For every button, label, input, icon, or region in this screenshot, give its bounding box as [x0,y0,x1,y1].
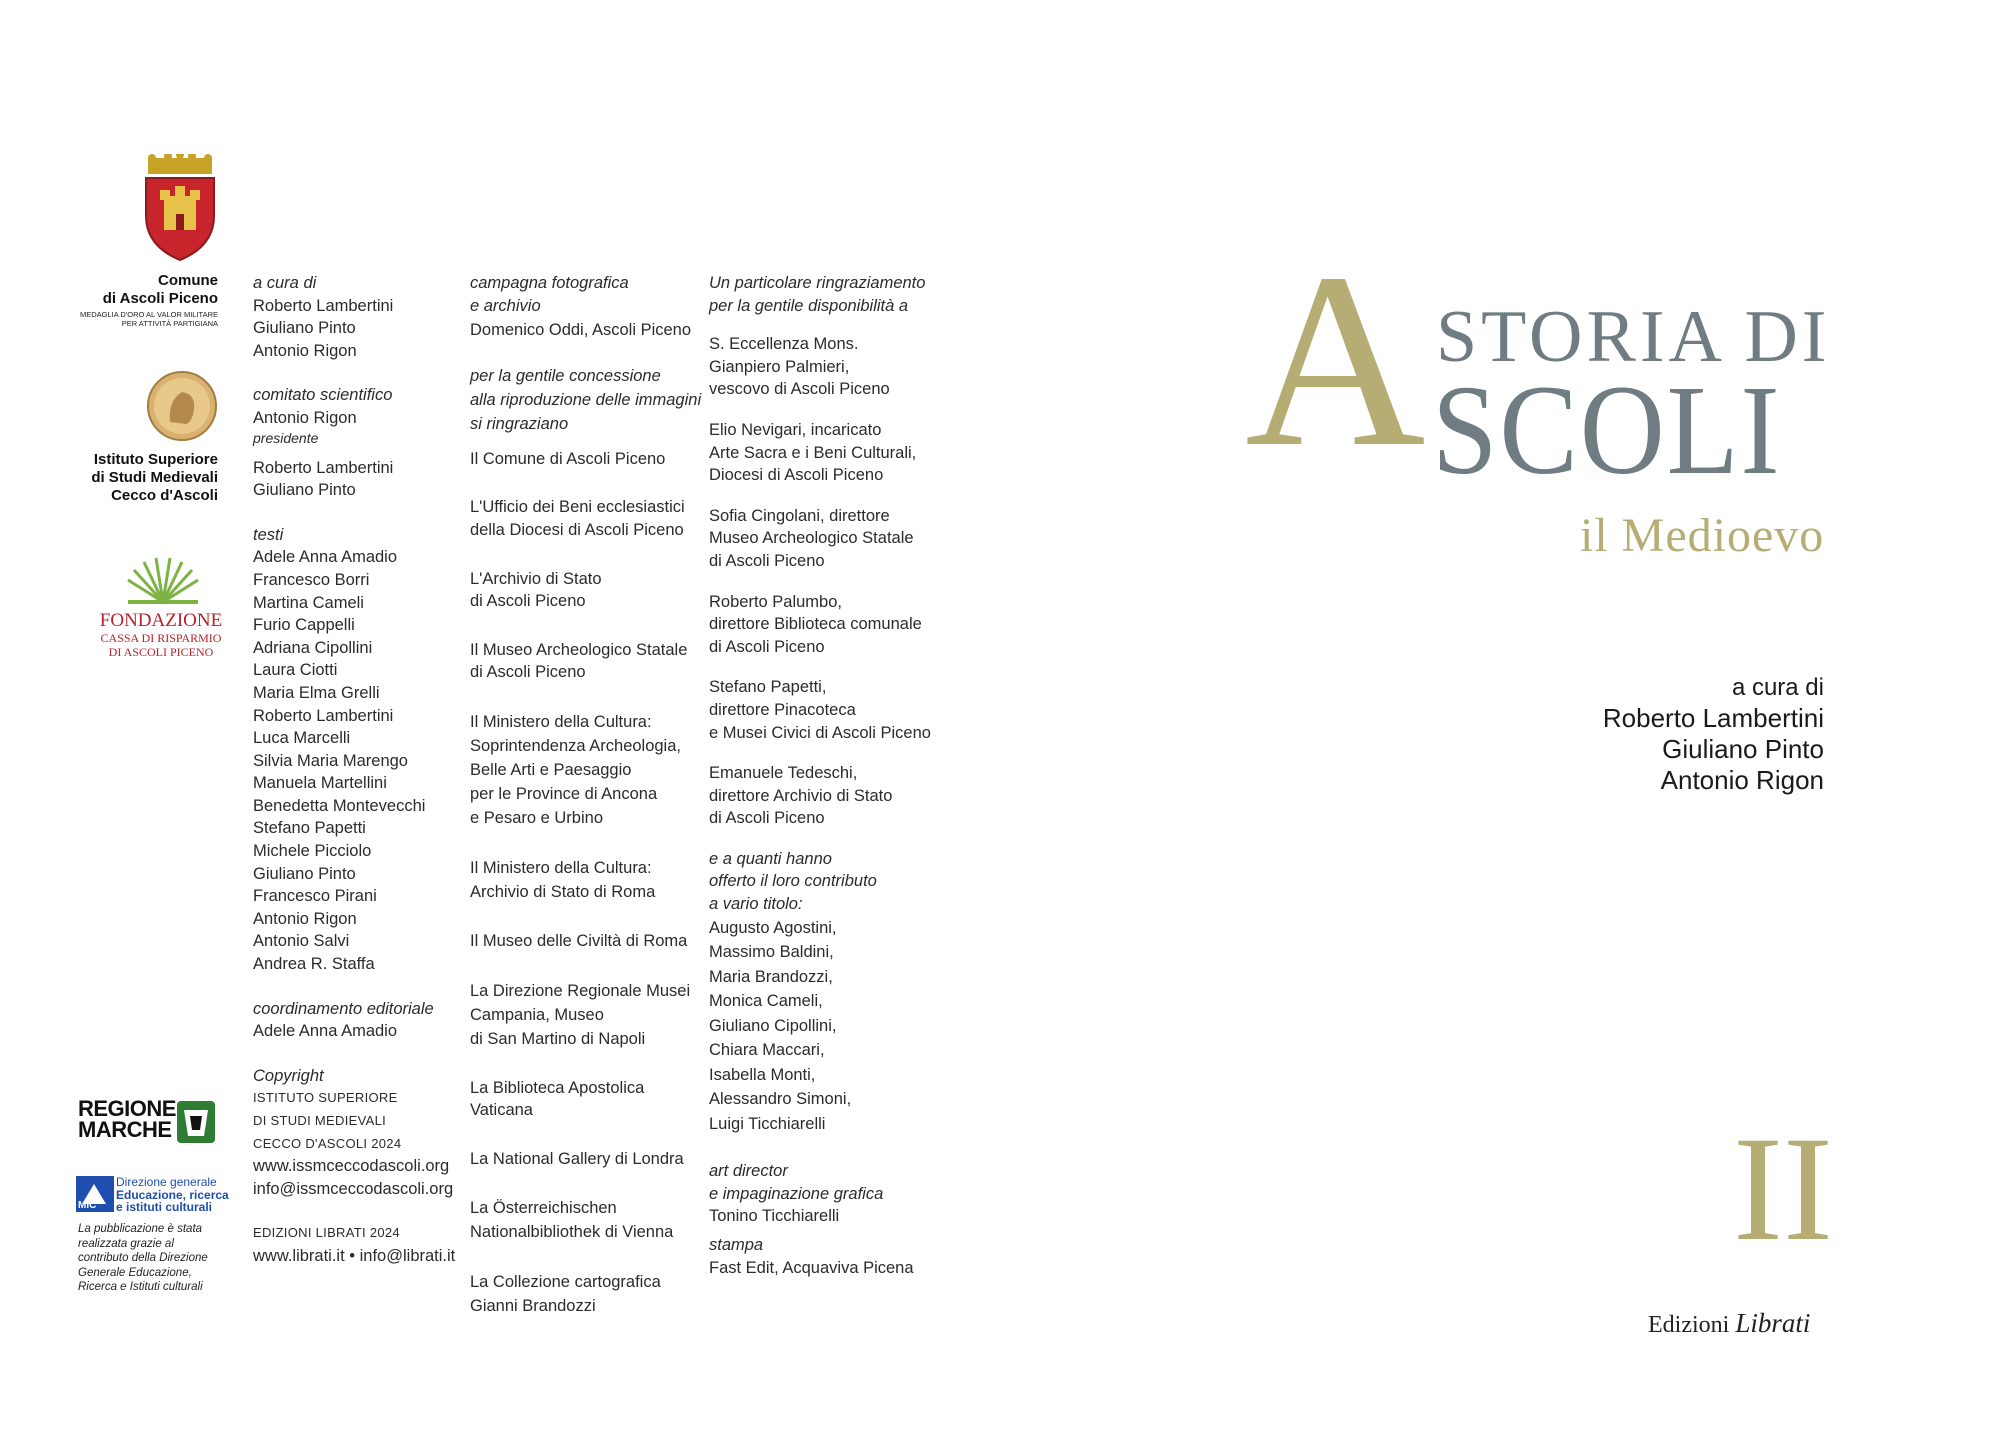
presidente-label: presidente [253,429,319,446]
author-name: Silvia Maria Marengo [253,751,408,770]
institution-line: Nationalbibliothek di Vienna [470,1223,674,1242]
copyright-line: DI STUDI MEDIEVALI [253,1113,387,1128]
comune-label [60,272,218,308]
credits-column-3 [709,272,949,1279]
publisher-word: Edizioni [1648,1312,1730,1338]
quanti-label: a vario titolo: [709,895,803,914]
foto-name: Domenico Oddi, Ascoli Piceno [470,321,692,340]
thanks-line: Roberto Palumbo, [709,592,842,611]
institution-line: Il Ministero della Cultura: [470,712,652,731]
author-name: Andrea R. Staffa [253,955,375,974]
contributor-name: Monica Cameli, [709,992,823,1011]
credit-note-line: Ricerca e Istituti culturali [78,1281,203,1293]
thanks-line: S. Eccellenza Mons. [709,335,859,354]
editor-name: Roberto Lambertini [1602,703,1824,733]
librati-contact-link[interactable]: www.librati.it • info@librati.it [253,1246,456,1265]
title-editors [1603,672,1824,796]
author-name: Benedetta Montevecchi [253,796,426,815]
comune-crest-icon [142,154,218,262]
institution-line: Campania, Museo [470,1005,604,1024]
comune-line2: di Ascoli Piceno [102,290,218,307]
institution-line: Soprintendenza Archeologia, [470,736,681,755]
istituto-line3: Cecco d'Ascoli [111,487,218,504]
contributor-name: Maria Brandozzi, [709,967,833,986]
foto-label: campagna fotografica [470,274,629,292]
publisher-name: Librati [1735,1308,1811,1338]
regione-marche-icon [176,1100,216,1144]
institution-line: L'Archivio di Stato [470,569,602,588]
comitato-label: comitato scientifico [253,386,393,405]
thanks-line: Sofia Cingolani, direttore [709,506,890,525]
thanks-line: direttore Pinacoteca [709,700,856,719]
mic-line3: e istituti culturali [116,1200,213,1214]
thanks-line: Elio Nevigari, incaricato [709,420,882,439]
istituto-line1: Istituto Superiore [93,451,218,468]
art-director-label: e impaginazione grafica [709,1184,884,1203]
copyright-line: CECCO D'ASCOLI 2024 [253,1135,402,1151]
quanti-label: offerto il loro contributo [709,872,877,891]
institution-line: La Collezione cartografica [470,1273,661,1292]
regione-line1: REGIONE [78,1096,176,1121]
quanti-label: e a quanti hanno [709,849,832,868]
institution-line: Il Museo delle Civiltà di Roma [470,931,688,950]
thanks-line: Museo Archeologico Statale [709,529,914,548]
cura-label: a cura di [253,274,317,292]
mic-line2: Educazione, ricerca [116,1187,229,1202]
mic-line1: Direzione generale [116,1175,217,1189]
thanks-line: Diocesi di Ascoli Piceno [709,466,884,485]
concessione-label: per la gentile concessione [470,366,661,385]
institution-line: per le Province di Ancona [470,784,658,803]
fondazione-line3: DI ASCOLI PICENO [108,645,214,659]
credit-note-line: contributo della Direzione [78,1252,208,1264]
institution-line: Belle Arti e Paesaggio [470,760,632,779]
thanks-line: di Ascoli Piceno [709,637,825,656]
istituto-medal-icon [146,370,218,442]
ringraziamento-label: Un particolare ringraziamento [709,274,926,292]
credit-note-line: Generale Educazione, [78,1266,192,1279]
concessione-label: alla riproduzione delle immagini [470,390,702,409]
comitato-president: Antonio Rigon [253,408,357,427]
contributor-name: Massimo Baldini, [709,943,834,962]
author-name: Stefano Papetti [253,819,366,838]
thanks-line: di Ascoli Piceno [709,809,825,828]
fondazione-line1: FONDAZIONE [99,610,223,631]
institution-line: Gianni Brandozzi [470,1297,596,1316]
institution-line: di Ascoli Piceno [470,663,586,682]
thanks-line: vescovo di Ascoli Piceno [709,380,890,399]
institution-line: La Österreichischen [470,1199,617,1218]
institution-line: La National Gallery di Londra [470,1149,684,1168]
thanks-line: e Musei Civici di Ascoli Piceno [709,723,931,742]
credit-note-line: realizzata grazie al [78,1237,174,1250]
author-name: Luca Marcelli [253,729,351,748]
mic-label [116,1176,229,1214]
institution-line: di Ascoli Piceno [470,592,586,611]
institution-line: Il Museo Archeologico Statale [470,640,688,659]
testi-label: testi [253,525,284,544]
foto-label: e archivio [470,296,541,315]
comune-sub1: MEDAGLIA D'ORO AL VALOR MILITARE [80,310,218,319]
coord-name: Adele Anna Amadio [253,1022,398,1041]
fondazione-line2: CASSA DI RISPARMIO [100,631,222,645]
author-name: Adriana Cipollini [253,638,373,657]
contributor-name: Luigi Ticchiarelli [709,1114,826,1133]
coord-label: coordinamento editoriale [253,999,434,1018]
author-name: Martina Cameli [253,593,364,612]
thanks-line: Emanuele Tedeschi, [709,764,858,783]
thanks-line: direttore Archivio di Stato [709,786,893,805]
author-name: Manuela Martellini [253,774,387,793]
editor-name: Giuliano Pinto [1662,734,1824,764]
comune-line1: Comune [158,272,218,289]
art-director-name: Tonino Ticchiarelli [709,1207,840,1226]
title-initial: A [1245,222,1422,499]
institution-line: Archivio di Stato di Roma [470,882,656,901]
thanks-line: Arte Sacra e i Beni Culturali, [709,443,917,462]
regione-line2: MARCHE [78,1117,172,1142]
institution-line: della Diocesi di Ascoli Piceno [470,520,684,539]
institution-line: L'Ufficio dei Beni ecclesiastici [470,498,685,517]
cura-name: Antonio Rigon [253,341,357,360]
title-line1: STORIA DI [1436,296,1831,378]
institution-line: e Pesaro e Urbino [470,808,603,827]
thanks-line: direttore Biblioteca comunale [709,615,922,634]
author-name: Francesco Pirani [253,887,377,906]
comitato-name: Giuliano Pinto [253,481,356,500]
cura-name: Giuliano Pinto [253,319,356,338]
institution-line: Il Comune di Ascoli Piceno [470,449,666,468]
thanks-line: di Ascoli Piceno [709,551,825,570]
copyright-label: Copyright [253,1066,324,1085]
credits-column-2 [470,272,705,1318]
copyright-line: ISTITUTO SUPERIORE [253,1090,398,1106]
title-line2: SCOLI [1432,359,1782,501]
issm-website-link[interactable]: www.issmceccodascoli.org [253,1157,450,1176]
fondazione-label [86,610,236,659]
contributor-name: Giuliano Cipollini, [709,1016,837,1035]
author-name: Francesco Borri [253,570,370,589]
volume-number: II [1733,1106,1833,1272]
contributor-name: Isabella Monti, [709,1065,816,1084]
author-name: Giuliano Pinto [253,864,356,883]
editors-label: a cura di [1731,674,1824,701]
edizioni-line: EDIZIONI LIBRATI 2024 [253,1225,400,1241]
comune-sub2: PER ATTIVITÀ PARTIGIANA [121,319,218,328]
contributor-name: Augusto Agostini, [709,918,837,937]
credit-note [78,1222,238,1295]
institution-line: di San Martino di Napoli [470,1029,646,1048]
author-name: Michele Picciolo [253,842,372,861]
thanks-line: Gianpiero Palmieri, [709,357,850,376]
title-subtitle: il Medioevo [1580,509,1825,562]
mic-badge: MiC [78,1200,97,1211]
author-name: Roberto Lambertini [253,706,394,725]
institution-line: La Biblioteca Apostolica Vaticana [470,1078,645,1120]
issm-email-link[interactable]: info@issmceccodascoli.org [253,1179,454,1198]
contributor-name: Alessandro Simoni, [709,1090,852,1109]
stampa-label: stampa [709,1235,764,1254]
comune-sub [40,310,218,328]
istituto-label [40,451,218,505]
contributor-name: Chiara Maccari, [709,1041,825,1060]
author-name: Furio Cappelli [253,616,355,635]
stampa-name: Fast Edit, Acquaviva Picena [709,1258,914,1277]
regione-marche-label [78,1098,176,1140]
author-name: Laura Ciotti [253,661,338,680]
author-name: Adele Anna Amadio [253,548,398,567]
author-name: Antonio Rigon [253,909,357,928]
credit-note-line: La pubblicazione è stata [78,1223,203,1235]
cura-name: Roberto Lambertini [253,296,394,315]
comitato-name: Roberto Lambertini [253,458,394,477]
institution-line: La Direzione Regionale Musei [470,981,691,1000]
art-director-label: art director [709,1162,788,1181]
fondazione-fan-icon [118,556,208,606]
author-name: Maria Elma Grelli [253,683,380,702]
concessione-label: si ringraziano [470,414,569,433]
thanks-line: Stefano Papetti, [709,678,827,697]
institution-line: Il Ministero della Cultura: [470,858,652,877]
credits-column-1 [253,272,463,1268]
author-name: Antonio Salvi [253,932,350,951]
editor-name: Antonio Rigon [1660,765,1824,795]
istituto-line2: di Studi Medievali [91,469,218,486]
ringraziamento-label: per la gentile disponibilità a [709,296,909,315]
publisher-logo [1648,1308,1810,1339]
